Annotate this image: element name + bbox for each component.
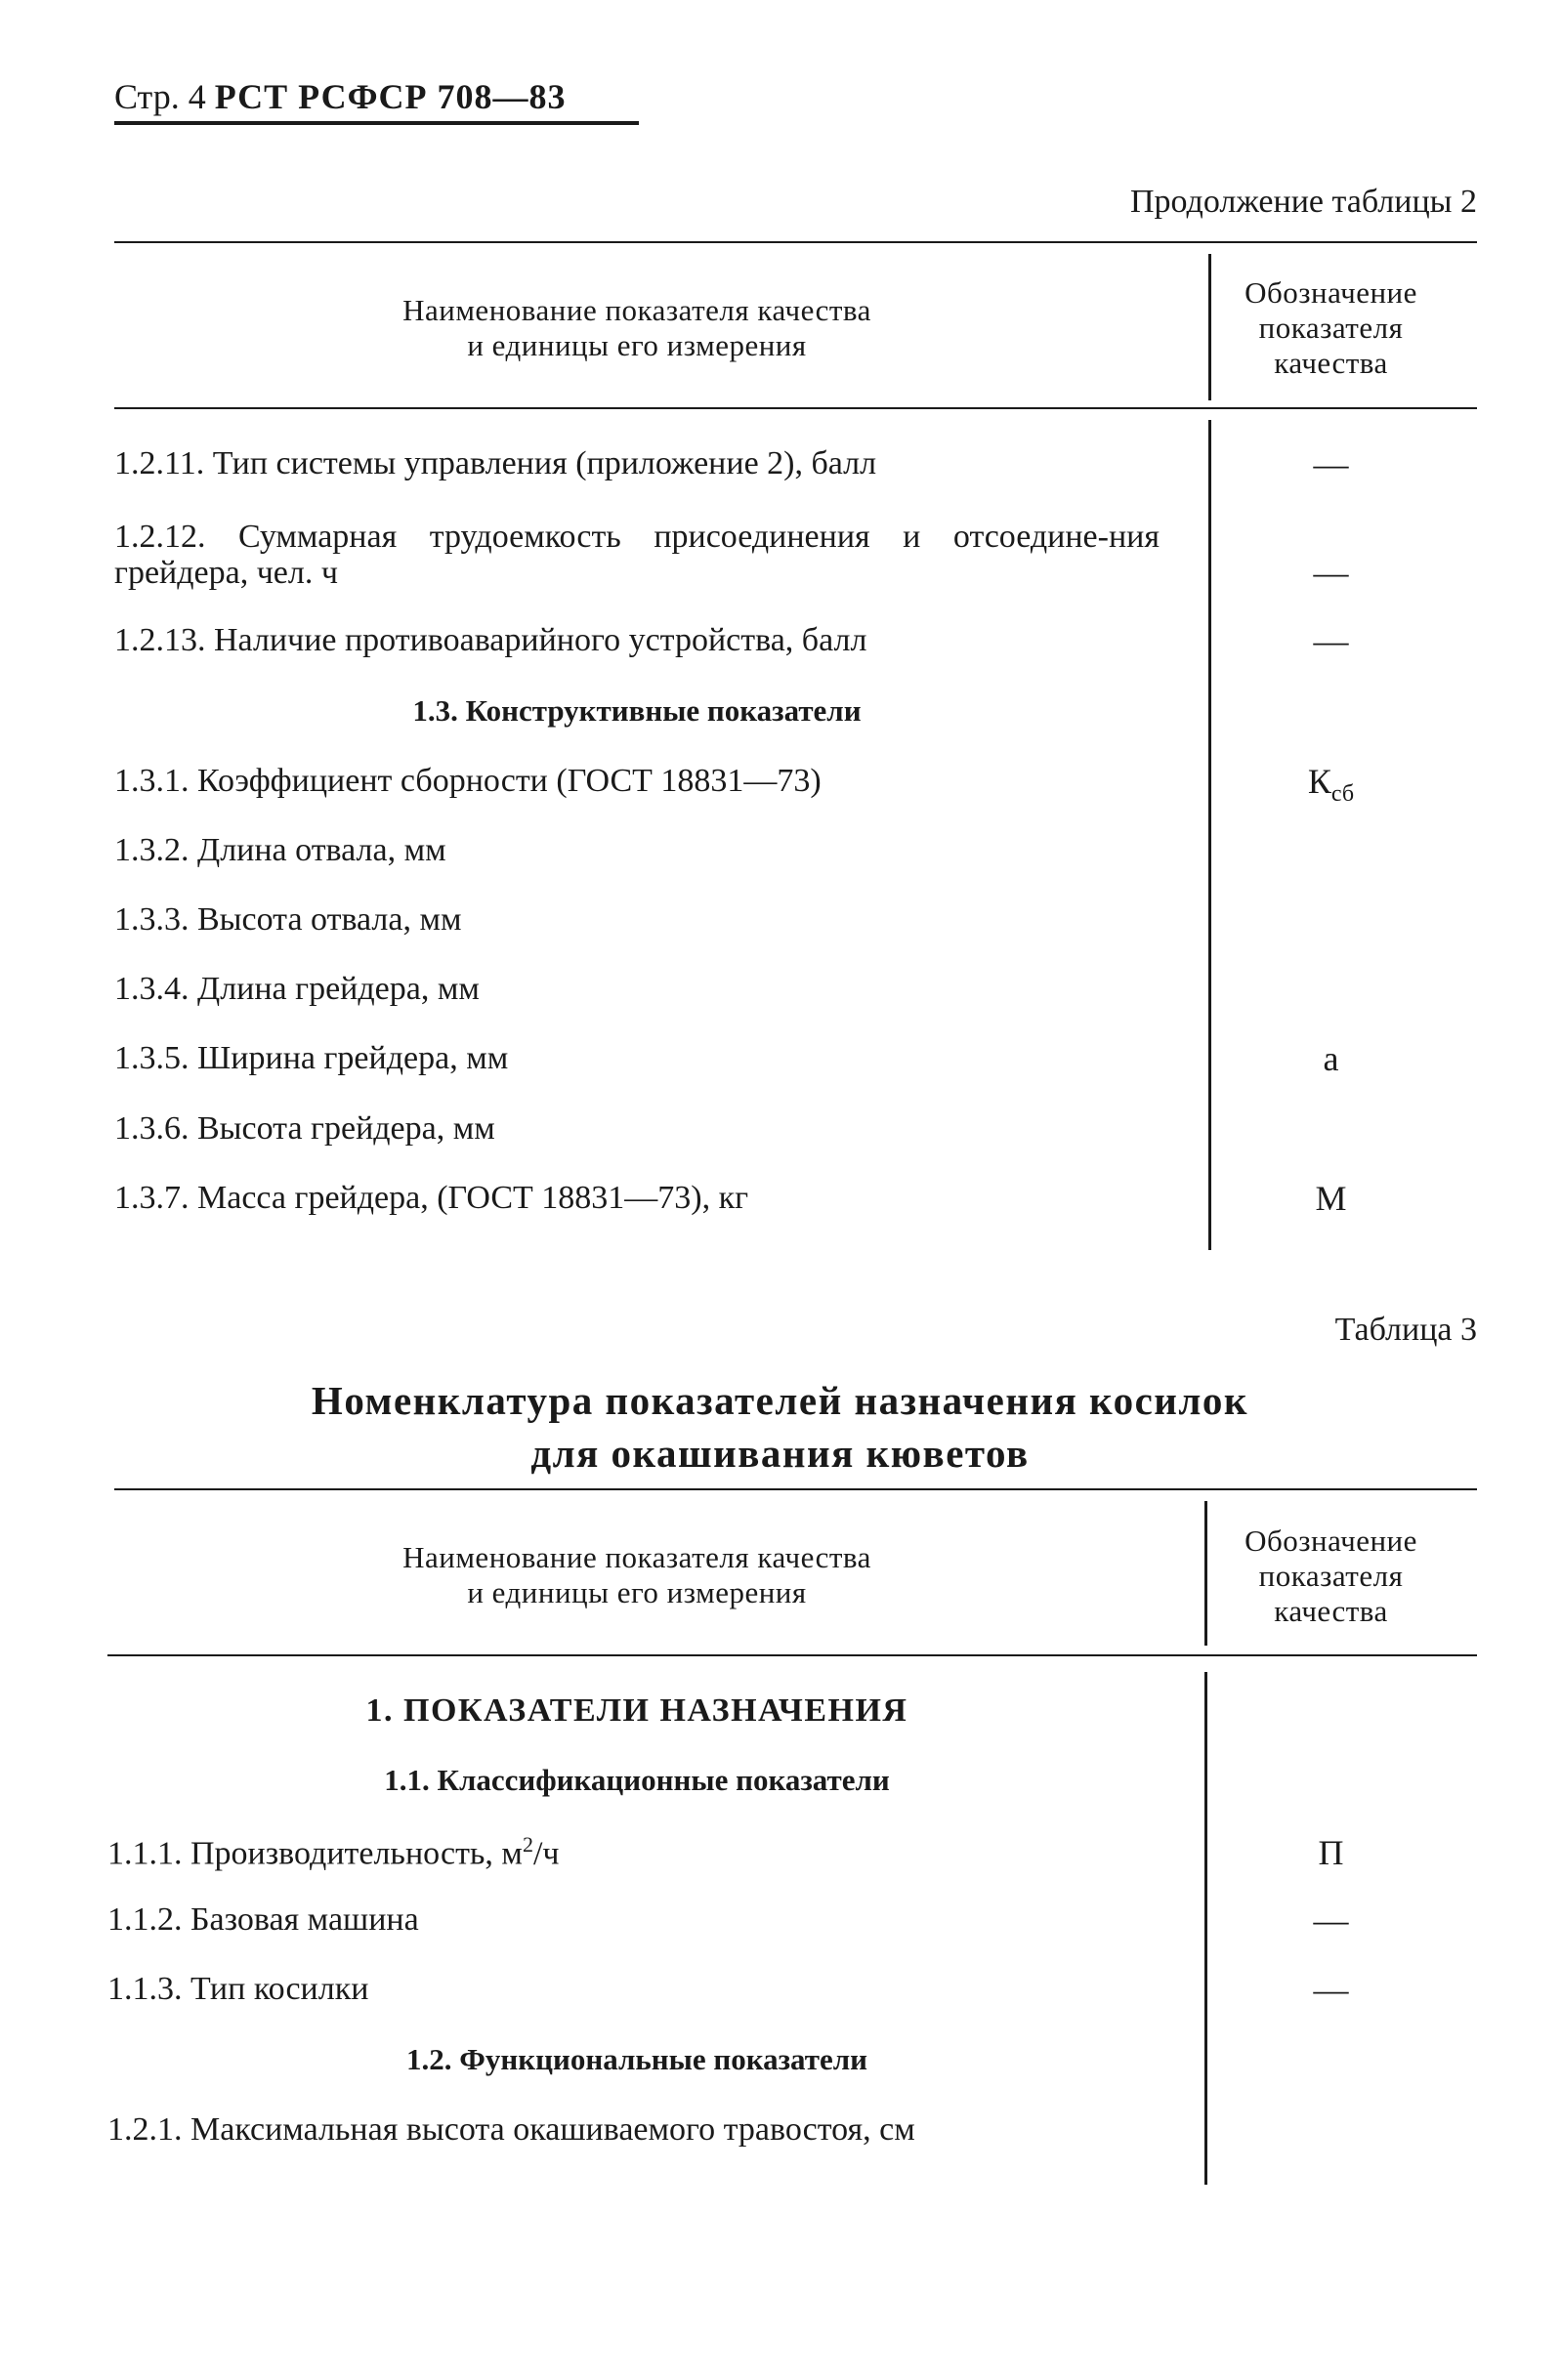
section-heading: 1.3. Конструктивные показатели [412, 693, 862, 728]
table3-col-symbol-header: Обозначение показателя качества [1245, 1524, 1417, 1628]
table-row: 1.3.1. Коэффициент сборности (ГОСТ 18831—73) [114, 763, 822, 799]
section-heading: 1.2. Функциональные показатели [406, 2042, 867, 2076]
row-symbol: — [1313, 444, 1349, 483]
table-row: 1.1.1. Производительность, $м^2/ч$ [107, 1832, 560, 1872]
table3-top-rule [114, 1488, 1477, 1490]
table2-continuation-label: Продолжение таблицы 2 [1129, 184, 1477, 220]
row-symbol: а [1323, 1039, 1339, 1078]
table-row: 1.3.5. Ширина грейдера, мм [114, 1040, 509, 1076]
row-symbol: — [1313, 1900, 1349, 1940]
standard-code: РСТ РСФСР 708—83 [214, 77, 567, 116]
table-row: 1.1.2. Базовая машина [107, 1901, 419, 1938]
table-row: 1.3.3. Высота отвала, мм [114, 901, 462, 938]
table-row: 1.2.11. Тип системы управления (приложение 2), балл [114, 445, 877, 481]
table2-col-name-header: Наименование показателя качества и единицы его измерения [402, 293, 871, 362]
table-row: 1.1.3. Тип косилки [107, 1971, 369, 2007]
table-row: 1.2.1. Максимальная высота окашиваемого травостоя, см [107, 2111, 915, 2148]
table-row: 1.3.7. Масса грейдера, (ГОСТ 18831—73), кг [114, 1180, 749, 1216]
table-row: 1.2.13. Наличие противоаварийного устройства, балл [114, 622, 867, 658]
section-heading: 1.1. Классификационные показатели [384, 1763, 890, 1797]
table3-header-divider [1204, 1501, 1207, 1646]
table3-column-divider [1204, 1672, 1207, 2185]
table2-header-divider [1208, 254, 1211, 400]
table-row: 1.3.4. Длина грейдера, мм [114, 971, 480, 1007]
table-row: 1.3.6. Высота грейдера, мм [114, 1110, 495, 1147]
table2-header-rule [114, 407, 1477, 409]
table3-col-name-header: Наименование показателя качества и единицы его измерения [402, 1540, 871, 1609]
page-number: Стр. 4 [114, 77, 206, 116]
table3-title: Номенклатура показателей назначения косилок для окашивания кюветов [311, 1378, 1249, 1476]
page-header [114, 76, 567, 117]
section-heading: 1. ПОКАЗАТЕЛИ НАЗНАЧЕНИЯ [365, 1692, 908, 1729]
row-symbol: — [1313, 621, 1349, 660]
row-symbol: — [1313, 1970, 1349, 2009]
row-symbol: $К_{сб}$ [1307, 762, 1355, 808]
table2-col-symbol-header: Обозначение показателя качества [1245, 275, 1417, 380]
row-symbol: — [1313, 553, 1349, 592]
table3-header-rule [107, 1654, 1477, 1656]
table3-label: Таблица 3 [1334, 1312, 1477, 1348]
table2-column-divider [1208, 420, 1211, 1250]
row-symbol: М [1315, 1179, 1347, 1218]
row-symbol: П [1318, 1833, 1344, 1872]
table-row: 1.2.12. Суммарная трудоемкость присоединения и отсоедине-ния грейдера, чел. ч [114, 519, 1160, 591]
header-underline [114, 121, 639, 125]
table-row: 1.3.2. Длина отвала, мм [114, 832, 446, 868]
table2-top-rule [114, 241, 1477, 243]
